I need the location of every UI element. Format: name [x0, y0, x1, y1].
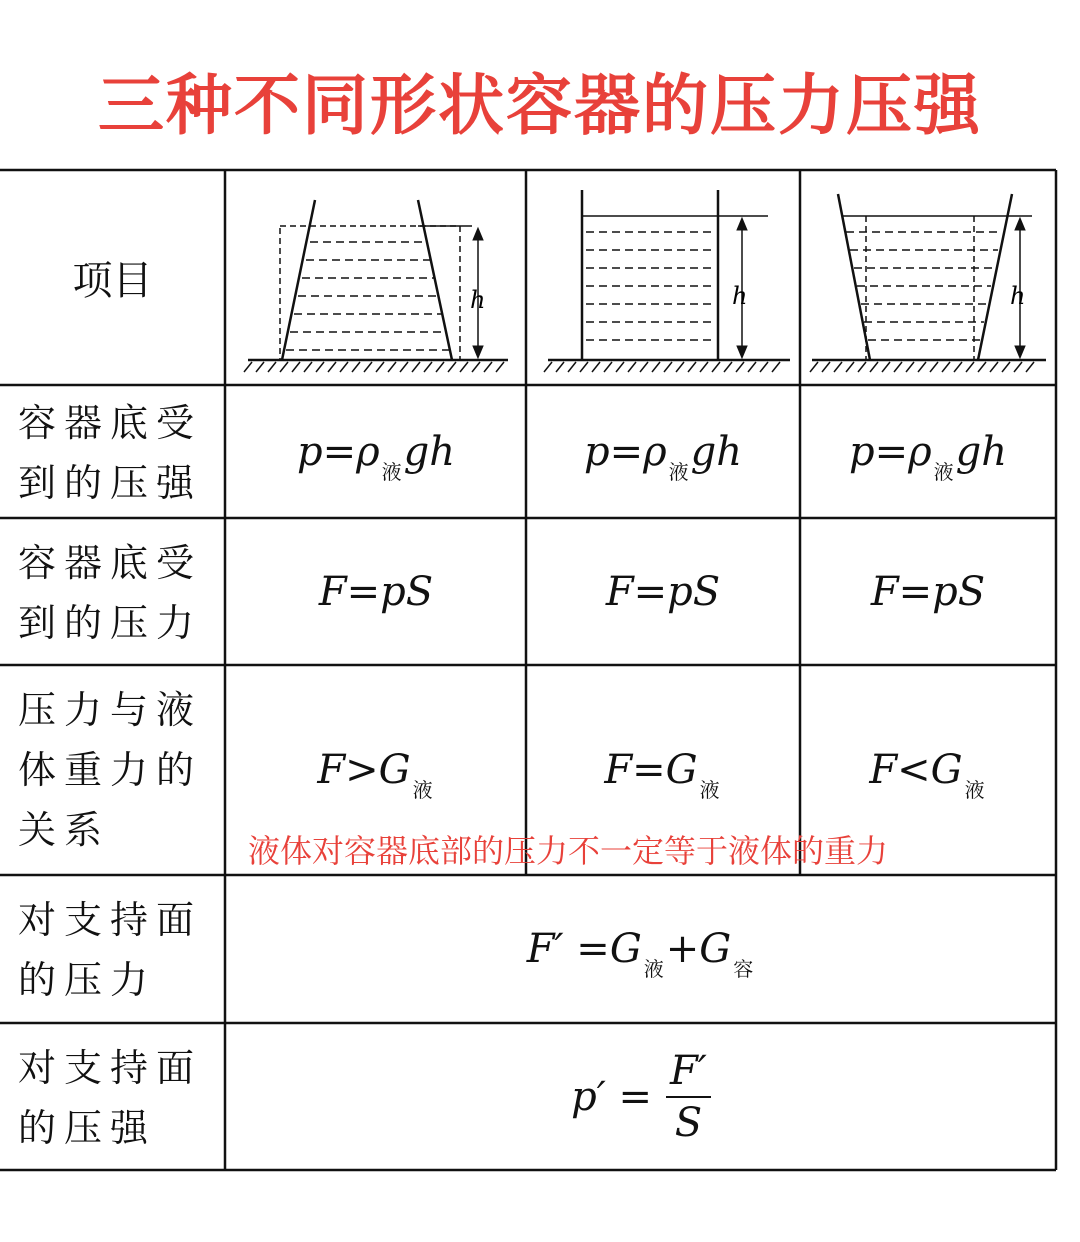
height-label: h — [470, 286, 486, 314]
row-label-support-force: 对支持面 的压力 — [18, 898, 203, 1002]
height-label: h — [732, 282, 748, 310]
row-label-relation: 压力与液 体重力的 关系 — [18, 688, 203, 852]
cell-relation-2: F=G $_液$ — [604, 747, 720, 802]
cell-pressure-1: p=ρ $_液$gh — [296, 428, 455, 484]
row-label-bottom-force: 容器底受 到的压力 — [18, 541, 203, 645]
cell-force-3: F=pS — [870, 568, 986, 615]
cell-pressure-3: p=ρ $_液$gh — [848, 428, 1007, 484]
header-label: 项目 — [72, 258, 153, 304]
container-diagram-straight — [540, 190, 800, 380]
container-diagram-wide-top — [806, 190, 1054, 380]
cell-force-1: F=pS — [318, 568, 434, 615]
cell-force-2: F=pS — [605, 568, 721, 615]
row-label-bottom-pressure: 容器底受 到的压强 — [18, 401, 203, 505]
cell-pressure-2: p=ρ $_液$gh — [583, 428, 742, 484]
cell-relation-3: F<G $_液$ — [869, 747, 985, 802]
cell-support-force: F′ =G $_液$+G $_容$ — [526, 926, 754, 981]
cell-support-pressure: p′ = $\frac{F'}{S}$ — [226, 1023, 1056, 1170]
annotation-note: 液体对容器底部的压力不一定等于液体的重力 — [248, 832, 889, 870]
height-label: h — [1010, 282, 1026, 310]
page-title: 三种不同形状容器的压力压强 — [98, 67, 982, 144]
container-diagram-wide-bottom — [240, 190, 520, 380]
cell-relation-1: F>G $_液$ — [317, 747, 433, 802]
row-label-support-pressure: 对支持面 的压强 — [18, 1046, 203, 1150]
